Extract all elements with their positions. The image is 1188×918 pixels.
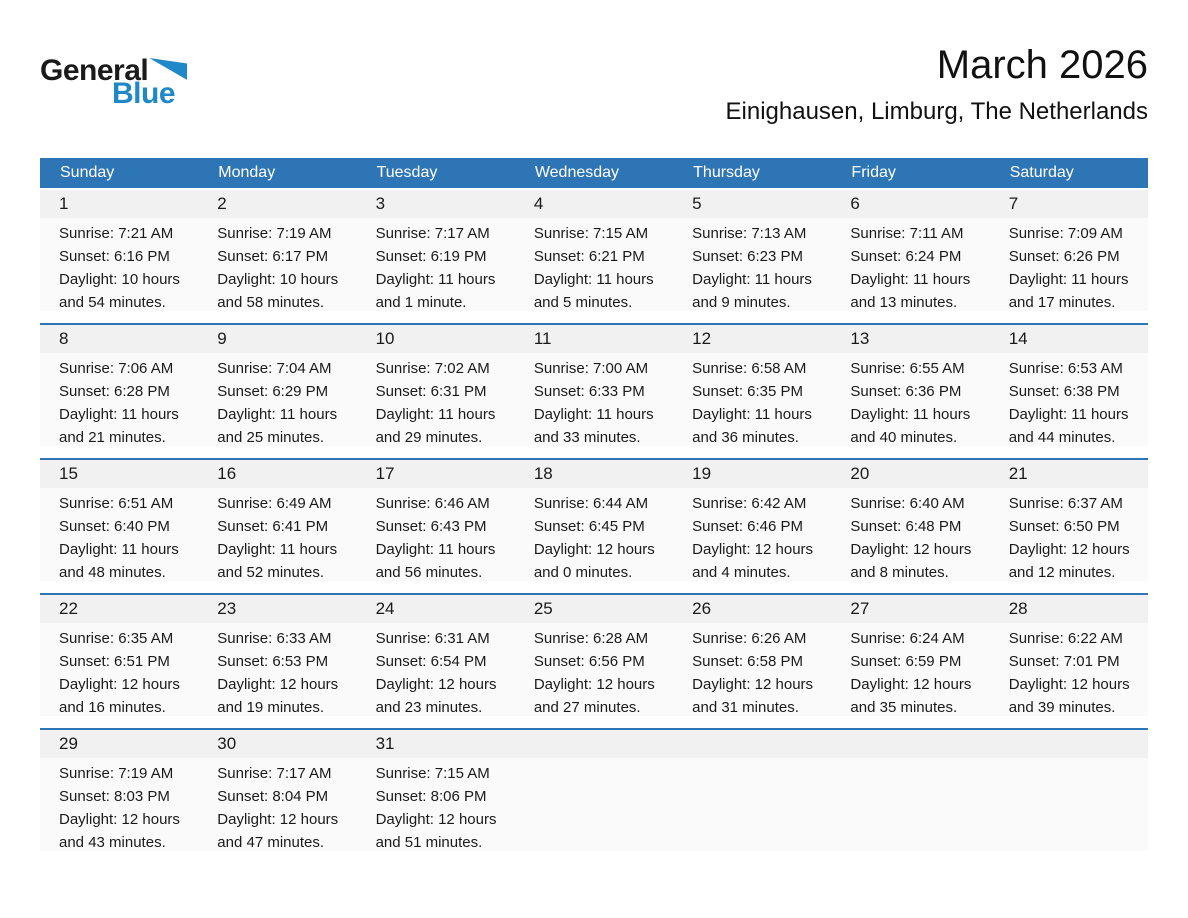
day-number: 14	[990, 325, 1148, 353]
day-cell-6	[831, 190, 989, 311]
sunset-text: Sunset: 6:16 PM	[59, 248, 170, 265]
sunrise-text: Sunrise: 7:06 AM	[59, 360, 174, 377]
day-cell-21	[990, 460, 1148, 581]
daylight-text-line2: and 25 minutes.	[217, 429, 325, 446]
sunrise-text: Sunrise: 6:28 AM	[533, 630, 649, 647]
daylight-text-line1: Daylight: 11 hours	[692, 406, 812, 423]
day-info	[198, 488, 356, 581]
day-info	[515, 488, 673, 581]
day-number: 15	[40, 460, 198, 488]
day-number: 29	[40, 730, 198, 758]
daylight-text-line2: and 19 minutes.	[217, 699, 325, 716]
sunset-text: Sunset: 6:43 PM	[375, 518, 487, 535]
sunrise-text: Sunrise: 7:17 AM	[375, 225, 490, 242]
daylight-text-line1: Daylight: 12 hours	[533, 676, 655, 693]
title-block	[726, 42, 1148, 126]
sunset-text: Sunset: 6:50 PM	[1008, 518, 1120, 535]
daylight-text-line2: and 35 minutes.	[850, 699, 958, 716]
day-number: 19	[673, 460, 831, 488]
sunrise-text: Sunrise: 6:58 AM	[692, 360, 807, 377]
sunset-text: Sunset: 8:03 PM	[59, 788, 170, 805]
sunrise-text: Sunrise: 6:49 AM	[217, 495, 332, 512]
day-cell-15	[40, 460, 198, 581]
day-number: 11	[515, 325, 673, 353]
daylight-text-line1: Daylight: 12 hours	[692, 676, 814, 693]
day-info	[357, 488, 515, 581]
day-info	[673, 623, 831, 716]
day-number: 20	[831, 460, 989, 488]
day-info	[673, 218, 831, 311]
day-cell-18	[515, 460, 673, 581]
day-info	[831, 758, 989, 851]
day-cell-25	[515, 595, 673, 716]
day-info	[515, 218, 673, 311]
day-info	[357, 218, 515, 311]
sunset-text: Sunset: 8:06 PM	[375, 788, 487, 805]
daylight-text-line1: Daylight: 12 hours	[533, 541, 655, 558]
daylight-text-line1: Daylight: 11 hours	[375, 541, 496, 558]
day-number: 8	[40, 325, 198, 353]
week-row-4	[40, 593, 1148, 716]
day-number: 6	[831, 190, 989, 218]
day-cell-17	[357, 460, 515, 581]
day-cell-13	[831, 325, 989, 446]
sunset-text: Sunset: 6:24 PM	[850, 248, 962, 265]
day-info	[831, 488, 989, 581]
daylight-text-line1: Daylight: 11 hours	[533, 271, 654, 288]
day-info	[990, 353, 1148, 446]
sunrise-text: Sunrise: 7:21 AM	[59, 225, 174, 242]
sunset-text: Sunset: 6:29 PM	[217, 383, 329, 400]
sunrise-text: Sunrise: 7:19 AM	[217, 225, 332, 242]
sunset-text: Sunset: 6:59 PM	[850, 653, 962, 670]
sunset-text: Sunset: 6:35 PM	[692, 383, 804, 400]
daylight-text-line2: and 29 minutes.	[375, 429, 483, 446]
sunset-text: Sunset: 6:26 PM	[1008, 248, 1120, 265]
day-info	[198, 353, 356, 446]
sunset-text: Sunset: 6:36 PM	[850, 383, 962, 400]
daylight-text-line2: and 9 minutes.	[692, 294, 791, 311]
day-number: 21	[990, 460, 1148, 488]
daylight-text-line1: Daylight: 11 hours	[1008, 271, 1129, 288]
week-row-5	[40, 728, 1148, 851]
daylight-text-line2: and 47 minutes.	[217, 834, 325, 851]
sunrise-text: Sunrise: 6:40 AM	[850, 495, 965, 512]
sunset-text: Sunset: 6:31 PM	[375, 383, 487, 400]
weekday-header-wednesday: Wednesday	[534, 164, 620, 181]
day-info	[831, 353, 989, 446]
week-row-3	[40, 458, 1148, 581]
day-info	[357, 353, 515, 446]
day-number: 4	[515, 190, 673, 218]
sunrise-text: Sunrise: 7:04 AM	[217, 360, 332, 377]
sunset-text: Sunset: 6:58 PM	[692, 653, 804, 670]
daylight-text-line1: Daylight: 12 hours	[375, 811, 497, 828]
day-info	[357, 758, 515, 851]
calendar-weeks	[40, 190, 1148, 851]
sunrise-text: Sunrise: 7:17 AM	[217, 765, 332, 782]
day-cell-1	[40, 190, 198, 311]
sunrise-text: Sunrise: 6:55 AM	[850, 360, 965, 377]
daylight-text-line1: Daylight: 11 hours	[59, 406, 179, 423]
sunset-text: Sunset: 6:46 PM	[692, 518, 804, 535]
day-number: 27	[831, 595, 989, 623]
daylight-text-line1: Daylight: 11 hours	[59, 541, 179, 558]
day-number	[990, 730, 1148, 758]
daylight-text-line1: Daylight: 11 hours	[217, 406, 338, 423]
day-cell-2	[198, 190, 356, 311]
sunrise-text: Sunrise: 6:46 AM	[375, 495, 490, 512]
day-cell-10	[357, 325, 515, 446]
day-info	[515, 353, 673, 446]
daylight-text-line1: Daylight: 12 hours	[850, 676, 972, 693]
day-info	[40, 488, 198, 581]
day-number: 2	[198, 190, 356, 218]
day-cell-19	[673, 460, 831, 581]
sunset-text: Sunset: 6:17 PM	[217, 248, 329, 265]
daylight-text-line2: and 33 minutes.	[533, 429, 641, 446]
day-cell-16	[198, 460, 356, 581]
day-number: 3	[357, 190, 515, 218]
sunrise-text: Sunrise: 6:33 AM	[217, 630, 332, 647]
week-row-2	[40, 323, 1148, 446]
sunrise-text: Sunrise: 7:02 AM	[375, 360, 490, 377]
sunset-text: Sunset: 6:53 PM	[217, 653, 329, 670]
sunrise-text: Sunrise: 7:15 AM	[533, 225, 649, 242]
logo-text-blue: Blue	[112, 77, 176, 110]
day-cell-24	[357, 595, 515, 716]
day-cell-26	[673, 595, 831, 716]
location-subtitle: Einighausen, Limburg, The Netherlands	[725, 98, 1148, 125]
daylight-text-line2: and 16 minutes.	[59, 699, 166, 716]
daylight-text-line2: and 0 minutes.	[533, 564, 633, 581]
daylight-text-line1: Daylight: 12 hours	[375, 676, 497, 693]
sunrise-text: Sunrise: 6:31 AM	[375, 630, 490, 647]
daylight-text-line1: Daylight: 11 hours	[692, 271, 812, 288]
daylight-text-line2: and 44 minutes.	[1008, 429, 1116, 446]
daylight-text-line2: and 40 minutes.	[850, 429, 958, 446]
day-cell-23	[198, 595, 356, 716]
day-number: 24	[357, 595, 515, 623]
daylight-text-line2: and 43 minutes.	[59, 834, 166, 851]
day-number: 13	[831, 325, 989, 353]
day-cell-11	[515, 325, 673, 446]
daylight-text-line1: Daylight: 12 hours	[59, 676, 180, 693]
sunrise-text: Sunrise: 6:22 AM	[1008, 630, 1123, 647]
daylight-text-line1: Daylight: 12 hours	[1008, 541, 1130, 558]
weekday-header-monday: Monday	[218, 164, 276, 181]
daylight-text-line1: Daylight: 10 hours	[59, 271, 180, 288]
sunrise-text: Sunrise: 6:35 AM	[59, 630, 174, 647]
calendar-table	[40, 158, 1148, 851]
page-header	[0, 0, 1188, 158]
sunset-text: Sunset: 6:51 PM	[59, 653, 170, 670]
day-info	[515, 758, 673, 851]
day-number: 10	[357, 325, 515, 353]
day-info	[673, 488, 831, 581]
day-cell-empty	[831, 730, 989, 851]
sunrise-text: Sunrise: 7:15 AM	[375, 765, 490, 782]
sunrise-text: Sunrise: 6:37 AM	[1008, 495, 1123, 512]
daylight-text-line1: Daylight: 11 hours	[1008, 406, 1129, 423]
day-cell-9	[198, 325, 356, 446]
sunset-text: Sunset: 6:38 PM	[1008, 383, 1120, 400]
daylight-text-line2: and 56 minutes.	[375, 564, 483, 581]
sunrise-text: Sunrise: 6:53 AM	[1008, 360, 1123, 377]
general-blue-logo	[40, 56, 187, 109]
daylight-text-line2: and 1 minute.	[375, 294, 467, 311]
sunrise-text: Sunrise: 6:44 AM	[533, 495, 649, 512]
day-info	[40, 353, 198, 446]
daylight-text-line2: and 51 minutes.	[375, 834, 483, 851]
daylight-text-line1: Daylight: 10 hours	[217, 271, 339, 288]
sunset-text: Sunset: 6:28 PM	[59, 383, 170, 400]
day-cell-12	[673, 325, 831, 446]
sunset-text: Sunset: 6:41 PM	[217, 518, 329, 535]
sunset-text: Sunset: 6:19 PM	[375, 248, 487, 265]
sunset-text: Sunset: 6:45 PM	[533, 518, 645, 535]
weekday-header-sunday: Sunday	[60, 164, 115, 181]
sunrise-text: Sunrise: 7:00 AM	[533, 360, 649, 377]
daylight-text-line2: and 8 minutes.	[850, 564, 949, 581]
daylight-text-line2: and 5 minutes.	[533, 294, 633, 311]
day-number: 18	[515, 460, 673, 488]
day-info	[515, 623, 673, 716]
day-info	[990, 623, 1148, 716]
daylight-text-line2: and 31 minutes.	[692, 699, 799, 716]
day-number: 30	[198, 730, 356, 758]
day-number	[831, 730, 989, 758]
daylight-text-line1: Daylight: 12 hours	[217, 811, 339, 828]
sunset-text: Sunset: 6:21 PM	[533, 248, 645, 265]
daylight-text-line1: Daylight: 12 hours	[1008, 676, 1130, 693]
day-cell-5	[673, 190, 831, 311]
daylight-text-line1: Daylight: 11 hours	[375, 271, 496, 288]
sunset-text: Sunset: 6:48 PM	[850, 518, 962, 535]
daylight-text-line1: Daylight: 11 hours	[375, 406, 496, 423]
sunset-text: Sunset: 6:54 PM	[375, 653, 487, 670]
day-cell-20	[831, 460, 989, 581]
weekday-header-saturday: Saturday	[1009, 164, 1074, 181]
daylight-text-line2: and 36 minutes.	[692, 429, 799, 446]
day-cell-29	[40, 730, 198, 851]
day-info	[198, 623, 356, 716]
day-number	[515, 730, 673, 758]
weekday-header-friday: Friday	[851, 164, 896, 181]
daylight-text-line2: and 21 minutes.	[59, 429, 166, 446]
day-number: 12	[673, 325, 831, 353]
day-number: 16	[198, 460, 356, 488]
day-info	[40, 758, 198, 851]
sunrise-text: Sunrise: 7:19 AM	[59, 765, 174, 782]
day-number: 5	[673, 190, 831, 218]
daylight-text-line2: and 17 minutes.	[1008, 294, 1116, 311]
day-cell-22	[40, 595, 198, 716]
sunset-text: Sunset: 8:04 PM	[217, 788, 329, 805]
day-info	[673, 353, 831, 446]
sunrise-text: Sunrise: 6:26 AM	[692, 630, 807, 647]
day-info	[831, 218, 989, 311]
day-number	[673, 730, 831, 758]
daylight-text-line2: and 23 minutes.	[375, 699, 483, 716]
day-number: 26	[673, 595, 831, 623]
weekday-header-thursday: Thursday	[693, 164, 760, 181]
week-row-1	[40, 190, 1148, 311]
sunset-text: Sunset: 6:40 PM	[59, 518, 170, 535]
daylight-text-line2: and 39 minutes.	[1008, 699, 1116, 716]
daylight-text-line2: and 12 minutes.	[1008, 564, 1116, 581]
sunrise-text: Sunrise: 6:24 AM	[850, 630, 965, 647]
day-cell-31	[357, 730, 515, 851]
sunrise-text: Sunrise: 7:09 AM	[1008, 225, 1123, 242]
daylight-text-line2: and 54 minutes.	[59, 294, 166, 311]
weekday-header-tuesday: Tuesday	[376, 164, 438, 181]
weekday-header-row	[40, 158, 1148, 188]
daylight-text-line2: and 4 minutes.	[692, 564, 791, 581]
sunset-text: Sunset: 6:56 PM	[533, 653, 645, 670]
sunrise-text: Sunrise: 7:13 AM	[692, 225, 807, 242]
day-cell-empty	[673, 730, 831, 851]
day-cell-3	[357, 190, 515, 311]
daylight-text-line2: and 52 minutes.	[217, 564, 325, 581]
day-info	[198, 218, 356, 311]
daylight-text-line1: Daylight: 12 hours	[850, 541, 972, 558]
day-number: 9	[198, 325, 356, 353]
day-cell-4	[515, 190, 673, 311]
day-cell-27	[831, 595, 989, 716]
day-number: 7	[990, 190, 1148, 218]
day-number: 1	[40, 190, 198, 218]
daylight-text-line1: Daylight: 11 hours	[217, 541, 338, 558]
day-cell-14	[990, 325, 1148, 446]
day-cell-empty	[515, 730, 673, 851]
day-number: 23	[198, 595, 356, 623]
day-info	[990, 218, 1148, 311]
day-info	[831, 623, 989, 716]
sunset-text: Sunset: 6:33 PM	[533, 383, 645, 400]
day-info	[40, 218, 198, 311]
month-title: March 2026	[936, 43, 1148, 87]
day-cell-30	[198, 730, 356, 851]
daylight-text-line2: and 48 minutes.	[59, 564, 166, 581]
day-info	[40, 623, 198, 716]
daylight-text-line1: Daylight: 12 hours	[692, 541, 814, 558]
sunset-text: Sunset: 7:01 PM	[1008, 653, 1120, 670]
daylight-text-line2: and 27 minutes.	[533, 699, 641, 716]
daylight-text-line2: and 58 minutes.	[217, 294, 325, 311]
day-number: 28	[990, 595, 1148, 623]
day-info	[673, 758, 831, 851]
day-cell-8	[40, 325, 198, 446]
daylight-text-line1: Daylight: 11 hours	[850, 406, 971, 423]
day-cell-28	[990, 595, 1148, 716]
sunrise-text: Sunrise: 6:42 AM	[692, 495, 807, 512]
sunset-text: Sunset: 6:23 PM	[692, 248, 804, 265]
daylight-text-line1: Daylight: 12 hours	[59, 811, 180, 828]
day-info	[357, 623, 515, 716]
day-number: 22	[40, 595, 198, 623]
daylight-text-line1: Daylight: 12 hours	[217, 676, 339, 693]
daylight-text-line1: Daylight: 11 hours	[850, 271, 971, 288]
day-number: 25	[515, 595, 673, 623]
day-cell-7	[990, 190, 1148, 311]
day-cell-empty	[990, 730, 1148, 851]
day-number: 31	[357, 730, 515, 758]
daylight-text-line1: Daylight: 11 hours	[533, 406, 654, 423]
daylight-text-line2: and 13 minutes.	[850, 294, 958, 311]
sunrise-text: Sunrise: 6:51 AM	[59, 495, 174, 512]
day-info	[198, 758, 356, 851]
day-info	[990, 488, 1148, 581]
day-number: 17	[357, 460, 515, 488]
day-info	[990, 758, 1148, 851]
sunrise-text: Sunrise: 7:11 AM	[850, 225, 964, 242]
logo-text-general: General	[40, 54, 149, 87]
